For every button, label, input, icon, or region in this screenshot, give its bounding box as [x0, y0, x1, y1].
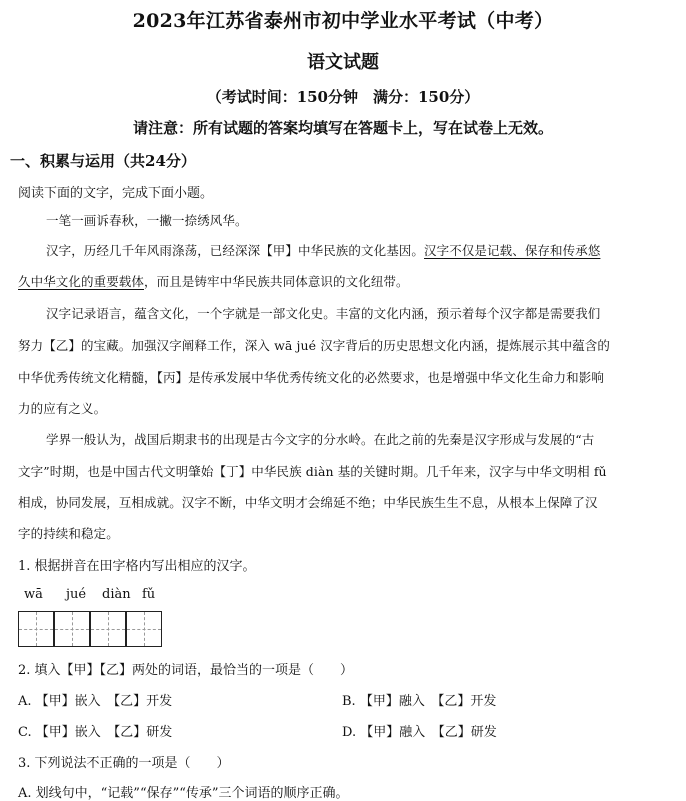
passage-paragraph-3-line-1: 汉字记录语言，蕴含文化，一个字就是一部文化史。丰富的文化内涵，预示着每个汉字都是需要我们	[46, 306, 601, 321]
tianzige-grid	[18, 611, 162, 647]
passage-paragraph-2-line-1	[46, 241, 600, 259]
passage-paragraph-4-line-4: 字的持续和稳定。	[18, 526, 119, 541]
q2-option-c[interactable]: C. 【甲】嵌入 【乙】研发	[18, 725, 173, 740]
pinyin-4: fǔ	[142, 587, 156, 602]
question-3: 3. 下列说法不正确的一项是（ ）	[18, 756, 230, 771]
q2-option-b[interactable]: B. 【甲】融入 【乙】开发	[342, 694, 497, 709]
passage-paragraph-1: 一笔一画诉春秋，一撇一捺绣风华。	[46, 213, 248, 228]
section-heading: 一、积累与运用（共24分）	[10, 152, 196, 170]
passage-paragraph-4-line-3: 相成，协同发展，互相成就。汉字不断，中华文明才会绵延不绝；中华民族生生不息，从根本上保障了汉	[18, 495, 598, 510]
exam-title: 2023年江苏省泰州市初中学业水平考试（中考）	[132, 10, 554, 32]
passage-text: 汉字，历经几千年风雨涤荡，已经深深【甲】中华民族的文化基因。	[46, 243, 425, 258]
question-2: 2. 填入【甲】【乙】两处的词语，最恰当的一项是（ ）	[18, 663, 354, 678]
exam-subtitle: 语文试题	[307, 52, 379, 73]
tianzige-cell-4[interactable]	[126, 611, 162, 647]
passage-paragraph-3-line-4: 力的应有之义。	[18, 401, 107, 416]
pinyin-1: wā	[24, 587, 43, 602]
passage-paragraph-4-line-2: 文字”时期，也是中国古代文明肇始【丁】中华民族 diàn 基的关键时期。几千年来，汉字与中华文明相 fǔ	[18, 464, 607, 479]
tianzige-cell-3[interactable]	[90, 611, 126, 647]
q2-option-a[interactable]: A. 【甲】嵌入 【乙】开发	[18, 694, 173, 709]
underlined-sentence: 汉字不仅是记载、保存和传承悠	[424, 243, 601, 258]
underlined-sentence-end: 久中华文化的重要载体	[18, 274, 145, 289]
passage-text: ，而且是铸牢中华民族共同体意识的文化纽带。	[144, 274, 409, 289]
tianzige-cell-2[interactable]	[54, 611, 90, 647]
pinyin-2: jué	[66, 587, 87, 602]
q3-option-a[interactable]: A. 划线句中，“记载”“保存”“传承”三个词语的顺序正确。	[18, 786, 349, 801]
q2-option-d[interactable]: D. 【甲】融入 【乙】研发	[342, 725, 497, 740]
passage-paragraph-4-line-1: 学界一般认为，战国后期隶书的出现是古今文字的分水岭。在此之前的先秦是汉字形成与发展的“古	[46, 432, 595, 447]
exam-notice: 请注意：所有试题的答案均填写在答题卡上，写在试卷上无效。	[132, 119, 553, 137]
passage-paragraph-3-line-2: 努力【乙】的宝藏。加强汉字阐释工作，深入 wā jué 汉字背后的历史思想文化内涵，提炼展示其中蕴含的	[18, 338, 610, 353]
question-1: 1. 根据拼音在田字格内写出相应的汉字。	[18, 559, 256, 574]
section-intro: 阅读下面的文字，完成下面小题。	[18, 186, 214, 201]
tianzige-cell-1[interactable]	[18, 611, 54, 647]
passage-paragraph-2-line-2	[18, 272, 409, 290]
passage-paragraph-3-line-3: 中华优秀传统文化精髓，【丙】是传承发展中华优秀传统文化的必然要求，也是增强中华文化生命力和影响	[18, 370, 604, 385]
pinyin-3: diàn	[102, 587, 131, 602]
exam-time-info: （考试时间：150分钟 满分：150分）	[206, 88, 480, 106]
